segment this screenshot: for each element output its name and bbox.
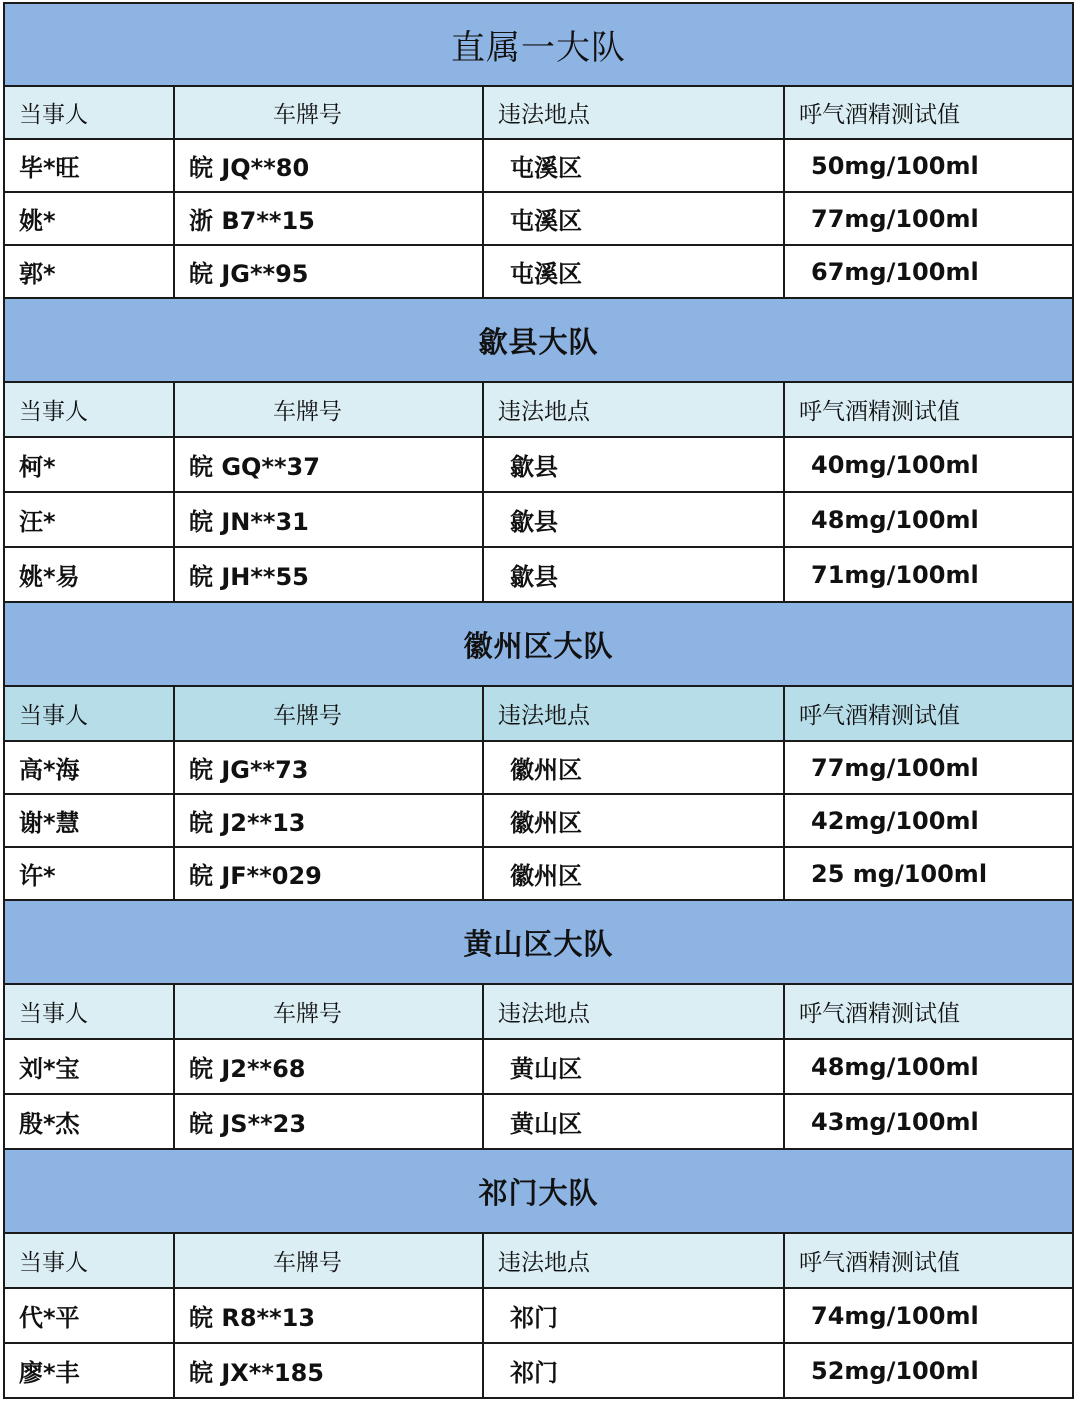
- table-row: [4, 192, 1073, 245]
- cell-party: 廖*丰: [4, 1343, 174, 1398]
- header-location: 违法地点: [483, 686, 784, 741]
- header-location: 违法地点: [483, 382, 784, 437]
- header-breath-alcohol: 呼气酒精测试值: [784, 86, 1073, 139]
- table-row: [4, 547, 1073, 602]
- cell-breath-alcohol: 42mg/100ml: [784, 794, 1073, 847]
- header-breath-alcohol: 呼气酒精测试值: [784, 984, 1073, 1039]
- table-row: [4, 741, 1073, 794]
- cell-location: 黄山区: [483, 1094, 784, 1149]
- cell-plate: 皖 JF**029: [174, 847, 483, 900]
- cell-breath-alcohol: 50mg/100ml: [784, 139, 1073, 192]
- table-row: [4, 1343, 1073, 1398]
- section-title: 歙县大队: [4, 298, 1073, 382]
- table-row: [4, 1039, 1073, 1094]
- header-plate: 车牌号: [174, 984, 483, 1039]
- cell-plate: 皖 JG**95: [174, 245, 483, 298]
- cell-breath-alcohol: 48mg/100ml: [784, 492, 1073, 547]
- cell-breath-alcohol: 52mg/100ml: [784, 1343, 1073, 1398]
- table-row: [4, 794, 1073, 847]
- cell-plate: 皖 JS**23: [174, 1094, 483, 1149]
- column-header-row: [4, 686, 1073, 741]
- cell-party: 殷*杰: [4, 1094, 174, 1149]
- cell-location: 歙县: [483, 492, 784, 547]
- header-party: 当事人: [4, 984, 174, 1039]
- table-row: [4, 139, 1073, 192]
- cell-location: 歙县: [483, 547, 784, 602]
- cell-party: 许*: [4, 847, 174, 900]
- drunk-driving-table: [3, 2, 1074, 1399]
- cell-location: 黄山区: [483, 1039, 784, 1094]
- header-location: 违法地点: [483, 86, 784, 139]
- cell-party: 高*海: [4, 741, 174, 794]
- section-title-row: [4, 3, 1073, 86]
- section-title-row: [4, 602, 1073, 686]
- cell-location: 歙县: [483, 437, 784, 492]
- column-header-row: [4, 86, 1073, 139]
- cell-location: 祁门: [483, 1288, 784, 1343]
- header-location: 违法地点: [483, 1233, 784, 1288]
- cell-location: 徽州区: [483, 741, 784, 794]
- cell-party: 毕*旺: [4, 139, 174, 192]
- header-party: 当事人: [4, 382, 174, 437]
- table-row: [4, 1094, 1073, 1149]
- column-header-row: [4, 984, 1073, 1039]
- table-row: [4, 492, 1073, 547]
- header-plate: 车牌号: [174, 86, 483, 139]
- header-location: 违法地点: [483, 984, 784, 1039]
- cell-plate: 皖 GQ**37: [174, 437, 483, 492]
- cell-party: 柯*: [4, 437, 174, 492]
- cell-location: 徽州区: [483, 847, 784, 900]
- cell-plate: 皖 J2**68: [174, 1039, 483, 1094]
- cell-plate: 皖 JN**31: [174, 492, 483, 547]
- cell-party: 郭*: [4, 245, 174, 298]
- cell-location: 祁门: [483, 1343, 784, 1398]
- cell-plate: 皖 R8**13: [174, 1288, 483, 1343]
- cell-breath-alcohol: 25 mg/100ml: [784, 847, 1073, 900]
- section-title: 直属一大队: [4, 3, 1073, 86]
- cell-plate: 皖 JG**73: [174, 741, 483, 794]
- section-title: 黄山区大队: [4, 900, 1073, 984]
- column-header-row: [4, 1233, 1073, 1288]
- cell-location: 屯溪区: [483, 139, 784, 192]
- header-party: 当事人: [4, 686, 174, 741]
- cell-breath-alcohol: 40mg/100ml: [784, 437, 1073, 492]
- cell-breath-alcohol: 48mg/100ml: [784, 1039, 1073, 1094]
- header-breath-alcohol: 呼气酒精测试值: [784, 1233, 1073, 1288]
- header-breath-alcohol: 呼气酒精测试值: [784, 382, 1073, 437]
- header-breath-alcohol: 呼气酒精测试值: [784, 686, 1073, 741]
- section-title: 祁门大队: [4, 1149, 1073, 1233]
- header-plate: 车牌号: [174, 382, 483, 437]
- cell-party: 姚*易: [4, 547, 174, 602]
- cell-location: 徽州区: [483, 794, 784, 847]
- section-title-row: [4, 900, 1073, 984]
- cell-breath-alcohol: 67mg/100ml: [784, 245, 1073, 298]
- cell-party: 谢*慧: [4, 794, 174, 847]
- header-plate: 车牌号: [174, 1233, 483, 1288]
- table-row: [4, 437, 1073, 492]
- cell-party: 刘*宝: [4, 1039, 174, 1094]
- cell-party: 代*平: [4, 1288, 174, 1343]
- cell-plate: 皖 JQ**80: [174, 139, 483, 192]
- violation-table-container: [3, 2, 1072, 1400]
- cell-breath-alcohol: 77mg/100ml: [784, 192, 1073, 245]
- cell-party: 姚*: [4, 192, 174, 245]
- cell-plate: 皖 JH**55: [174, 547, 483, 602]
- cell-location: 屯溪区: [483, 245, 784, 298]
- cell-location: 屯溪区: [483, 192, 784, 245]
- table-row: [4, 1288, 1073, 1343]
- cell-breath-alcohol: 71mg/100ml: [784, 547, 1073, 602]
- cell-party: 汪*: [4, 492, 174, 547]
- table-row: [4, 847, 1073, 900]
- header-plate: 车牌号: [174, 686, 483, 741]
- table-row: [4, 245, 1073, 298]
- column-header-row: [4, 382, 1073, 437]
- header-party: 当事人: [4, 86, 174, 139]
- cell-breath-alcohol: 74mg/100ml: [784, 1288, 1073, 1343]
- cell-plate: 浙 B7**15: [174, 192, 483, 245]
- section-title-row: [4, 1149, 1073, 1233]
- section-title-row: [4, 298, 1073, 382]
- header-party: 当事人: [4, 1233, 174, 1288]
- cell-breath-alcohol: 77mg/100ml: [784, 741, 1073, 794]
- cell-plate: 皖 J2**13: [174, 794, 483, 847]
- section-title: 徽州区大队: [4, 602, 1073, 686]
- cell-breath-alcohol: 43mg/100ml: [784, 1094, 1073, 1149]
- cell-plate: 皖 JX**185: [174, 1343, 483, 1398]
